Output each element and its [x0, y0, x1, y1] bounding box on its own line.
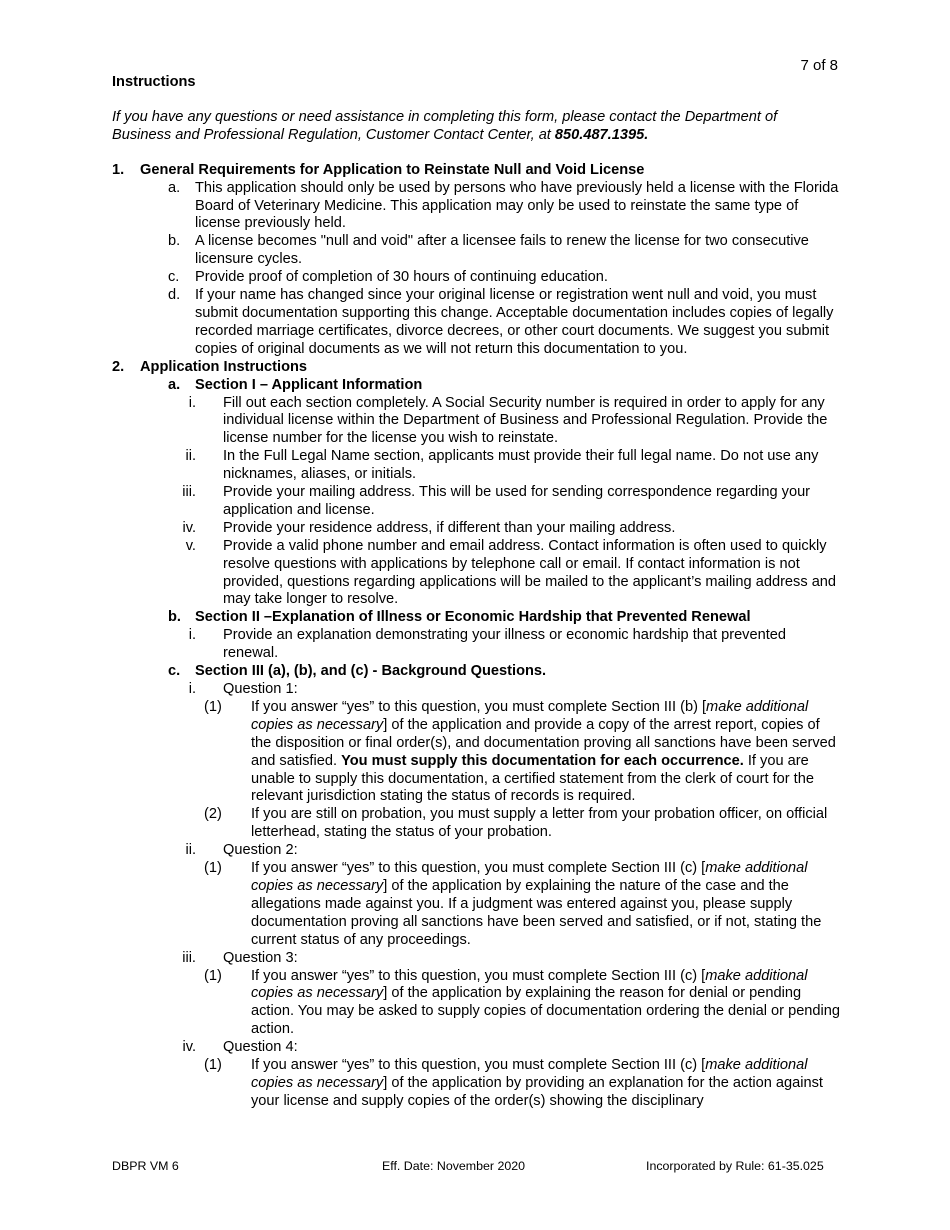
- footer-rule: Incorporated by Rule: 61-35.025: [646, 1159, 824, 1173]
- item-marker: a.: [168, 179, 181, 196]
- item-text: If you are still on probation, you must supply a letter from your probation officer, on official letterhead, stating the status of your probation.: [251, 806, 828, 841]
- question-label: Question 2:: [223, 842, 298, 859]
- intro-text: If you have any questions or need assistance in completing this form, please contact the Department of Business and Professional Regulation, Customer Contact Center, at: [112, 108, 778, 143]
- list-item: [112, 484, 840, 520]
- item-marker: c.: [168, 269, 180, 286]
- item-marker: ii.: [185, 842, 196, 859]
- text-run: If you answer “yes” to this question, you must complete Section III (b) [: [251, 698, 707, 715]
- question-2-label: [112, 842, 840, 860]
- item-marker: d.: [168, 287, 181, 304]
- text-run-italic: make additional copies as necessary: [251, 1057, 808, 1091]
- item-marker: i.: [188, 681, 196, 697]
- item-marker: b.: [168, 609, 181, 626]
- item-text: Fill out each section completely. A Social Security number is required in order to apply for any individual license within the Department of Business and Professional Regulation. Provide the license number for the license you wish to reinstate.: [223, 394, 828, 447]
- subsection-title: Section I – Applicant Information: [195, 376, 423, 393]
- question-2-paragraph-1: [112, 860, 840, 950]
- section-1-heading: [112, 162, 840, 180]
- subsection-title: Section II –Explanation of Illness or Economic Hardship that Prevented Renewal: [195, 609, 751, 626]
- item-marker: (1): [204, 1057, 222, 1074]
- page-number: 7 of 8: [800, 57, 838, 74]
- text-run: ] of the application by explaining the reason for denial or pending action. You may be asked to supply copies of documentation ordering the denial or pending action.: [251, 985, 841, 1038]
- item-text: Provide proof of completion of 30 hours of continuing education.: [195, 269, 608, 286]
- item-marker: iii.: [182, 949, 196, 966]
- list-item: [112, 627, 840, 663]
- question-label: Question 1:: [223, 681, 298, 697]
- list-item: [112, 269, 840, 287]
- list-item: [112, 180, 840, 234]
- item-marker: (1): [204, 698, 222, 715]
- subsection-b-heading: [112, 609, 840, 627]
- question-1-label: [112, 681, 840, 699]
- item-text: Provide your mailing address. This will be used for sending correspondence regarding your application and license.: [223, 484, 811, 518]
- item-text: If your name has changed since your original license or registration went null and void, you must submit documentation supporting this change. Acceptable documentation includes copies of legally recorded marriage certificates, divorce decrees, or other court documents. We suggest you submit copies of original documents as we will not return this documentation to you.: [195, 287, 834, 357]
- item-marker: ii.: [185, 448, 196, 465]
- list-item: [112, 233, 840, 269]
- footer-form-id: DBPR VM 6: [112, 1159, 179, 1173]
- text-run: ] of the application by explaining the nature of the case and the allegations made against you. If a judgment was entered against you, please supply documentation proving all sanctions have been served and satisfied, or if not, stating the current status of any proceedings.: [251, 877, 822, 948]
- item-text: A license becomes "null and void" after a licensee fails to renew the license for two consecutive licensure cycles.: [195, 233, 809, 268]
- text-run-italic: make additional copies as necessary: [251, 967, 808, 1002]
- text-run: If you are unable to supply this documentation, a certified statement from the clerk of court for the relevant jurisdiction stating the status of records is required.: [251, 752, 814, 805]
- page-heading: Instructions: [112, 74, 196, 90]
- list-item: [112, 287, 840, 359]
- subsection-c-heading: [112, 663, 840, 681]
- question-1-paragraph-2: [112, 806, 840, 842]
- item-text: Provide a valid phone number and email address. Contact information is often used to quickly resolve questions with applications by telephone call or email. If contact information is not provided, questions regarding applications will be mailed to the applicant’s mailing address and may take longer to resolve.: [223, 537, 837, 608]
- text-run: ] of the application by providing an explanation for the action against your license and supply copies of the order(s) showing the disciplinary: [251, 1074, 823, 1109]
- item-text: Provide your residence address, if different than your mailing address.: [223, 519, 676, 536]
- item-text: In the Full Legal Name section, applicants must provide their full legal name. Do not use any nicknames, aliases, or initials.: [223, 448, 819, 483]
- item-marker: iv.: [182, 519, 196, 536]
- section-1-marker: 1.: [112, 161, 125, 178]
- item-marker: (1): [204, 860, 222, 877]
- section-2-marker: 2.: [112, 358, 125, 375]
- item-marker: iv.: [182, 1039, 196, 1056]
- question-label: Question 3:: [223, 949, 298, 966]
- intro-paragraph: [112, 109, 840, 145]
- question-1-paragraph-1: [112, 699, 840, 806]
- section-1-title: General Requirements for Application to Reinstate Null and Void License: [140, 161, 645, 178]
- list-item: [112, 395, 840, 449]
- item-text: This application should only be used by persons who have previously held a license with the Florida Board of Veterinary Medicine. This application may only be used to reinstate the same type of license previously held.: [195, 179, 839, 232]
- item-marker: i.: [188, 394, 196, 411]
- item-marker: b.: [168, 233, 181, 250]
- item-marker: iii.: [182, 484, 196, 501]
- item-marker: a.: [168, 376, 181, 393]
- question-label: Question 4:: [223, 1039, 298, 1056]
- section-2-title: Application Instructions: [140, 358, 308, 375]
- text-run: If you answer “yes” to this question, you must complete Section III (c) [: [251, 1057, 706, 1074]
- subsection-title: Section III (a), (b), and (c) - Background Questions.: [195, 663, 547, 680]
- instructions-content: [112, 74, 840, 1111]
- section-2-heading: [112, 359, 840, 377]
- list-item: [112, 520, 840, 538]
- question-4-paragraph-1: [112, 1057, 840, 1111]
- list-item: [112, 538, 840, 610]
- question-3-paragraph-1: [112, 968, 840, 1040]
- item-marker: c.: [168, 663, 181, 680]
- contact-phone: 850.487.1395.: [554, 126, 649, 143]
- item-marker: (2): [204, 806, 222, 823]
- item-marker: (1): [204, 967, 222, 984]
- item-marker: v.: [185, 537, 196, 554]
- subsection-a-heading: [112, 377, 840, 395]
- question-3-label: [112, 950, 840, 968]
- footer-effective-date: Eff. Date: November 2020: [382, 1159, 526, 1173]
- item-marker: i.: [188, 627, 196, 644]
- list-item: [112, 448, 840, 484]
- text-run-italic: make additional copies as necessary: [251, 860, 808, 894]
- text-run-bold: You must supply this documentation for each occurrence.: [341, 752, 744, 769]
- question-4-label: [112, 1039, 840, 1057]
- text-run: If you answer “yes” to this question, you must complete Section III (c) [: [251, 860, 706, 877]
- item-text: Provide an explanation demonstrating your illness or economic hardship that prevented renewal.: [223, 627, 786, 662]
- text-run-italic: make additional copies as necessary: [251, 698, 809, 733]
- text-run: If you answer “yes” to this question, you must complete Section III (c) [: [251, 967, 706, 984]
- text-run: ] of the application and provide a copy of the arrest report, copies of the disposition or final order(s), and documentation proving all sanctions have been served and satisfied.: [251, 716, 836, 769]
